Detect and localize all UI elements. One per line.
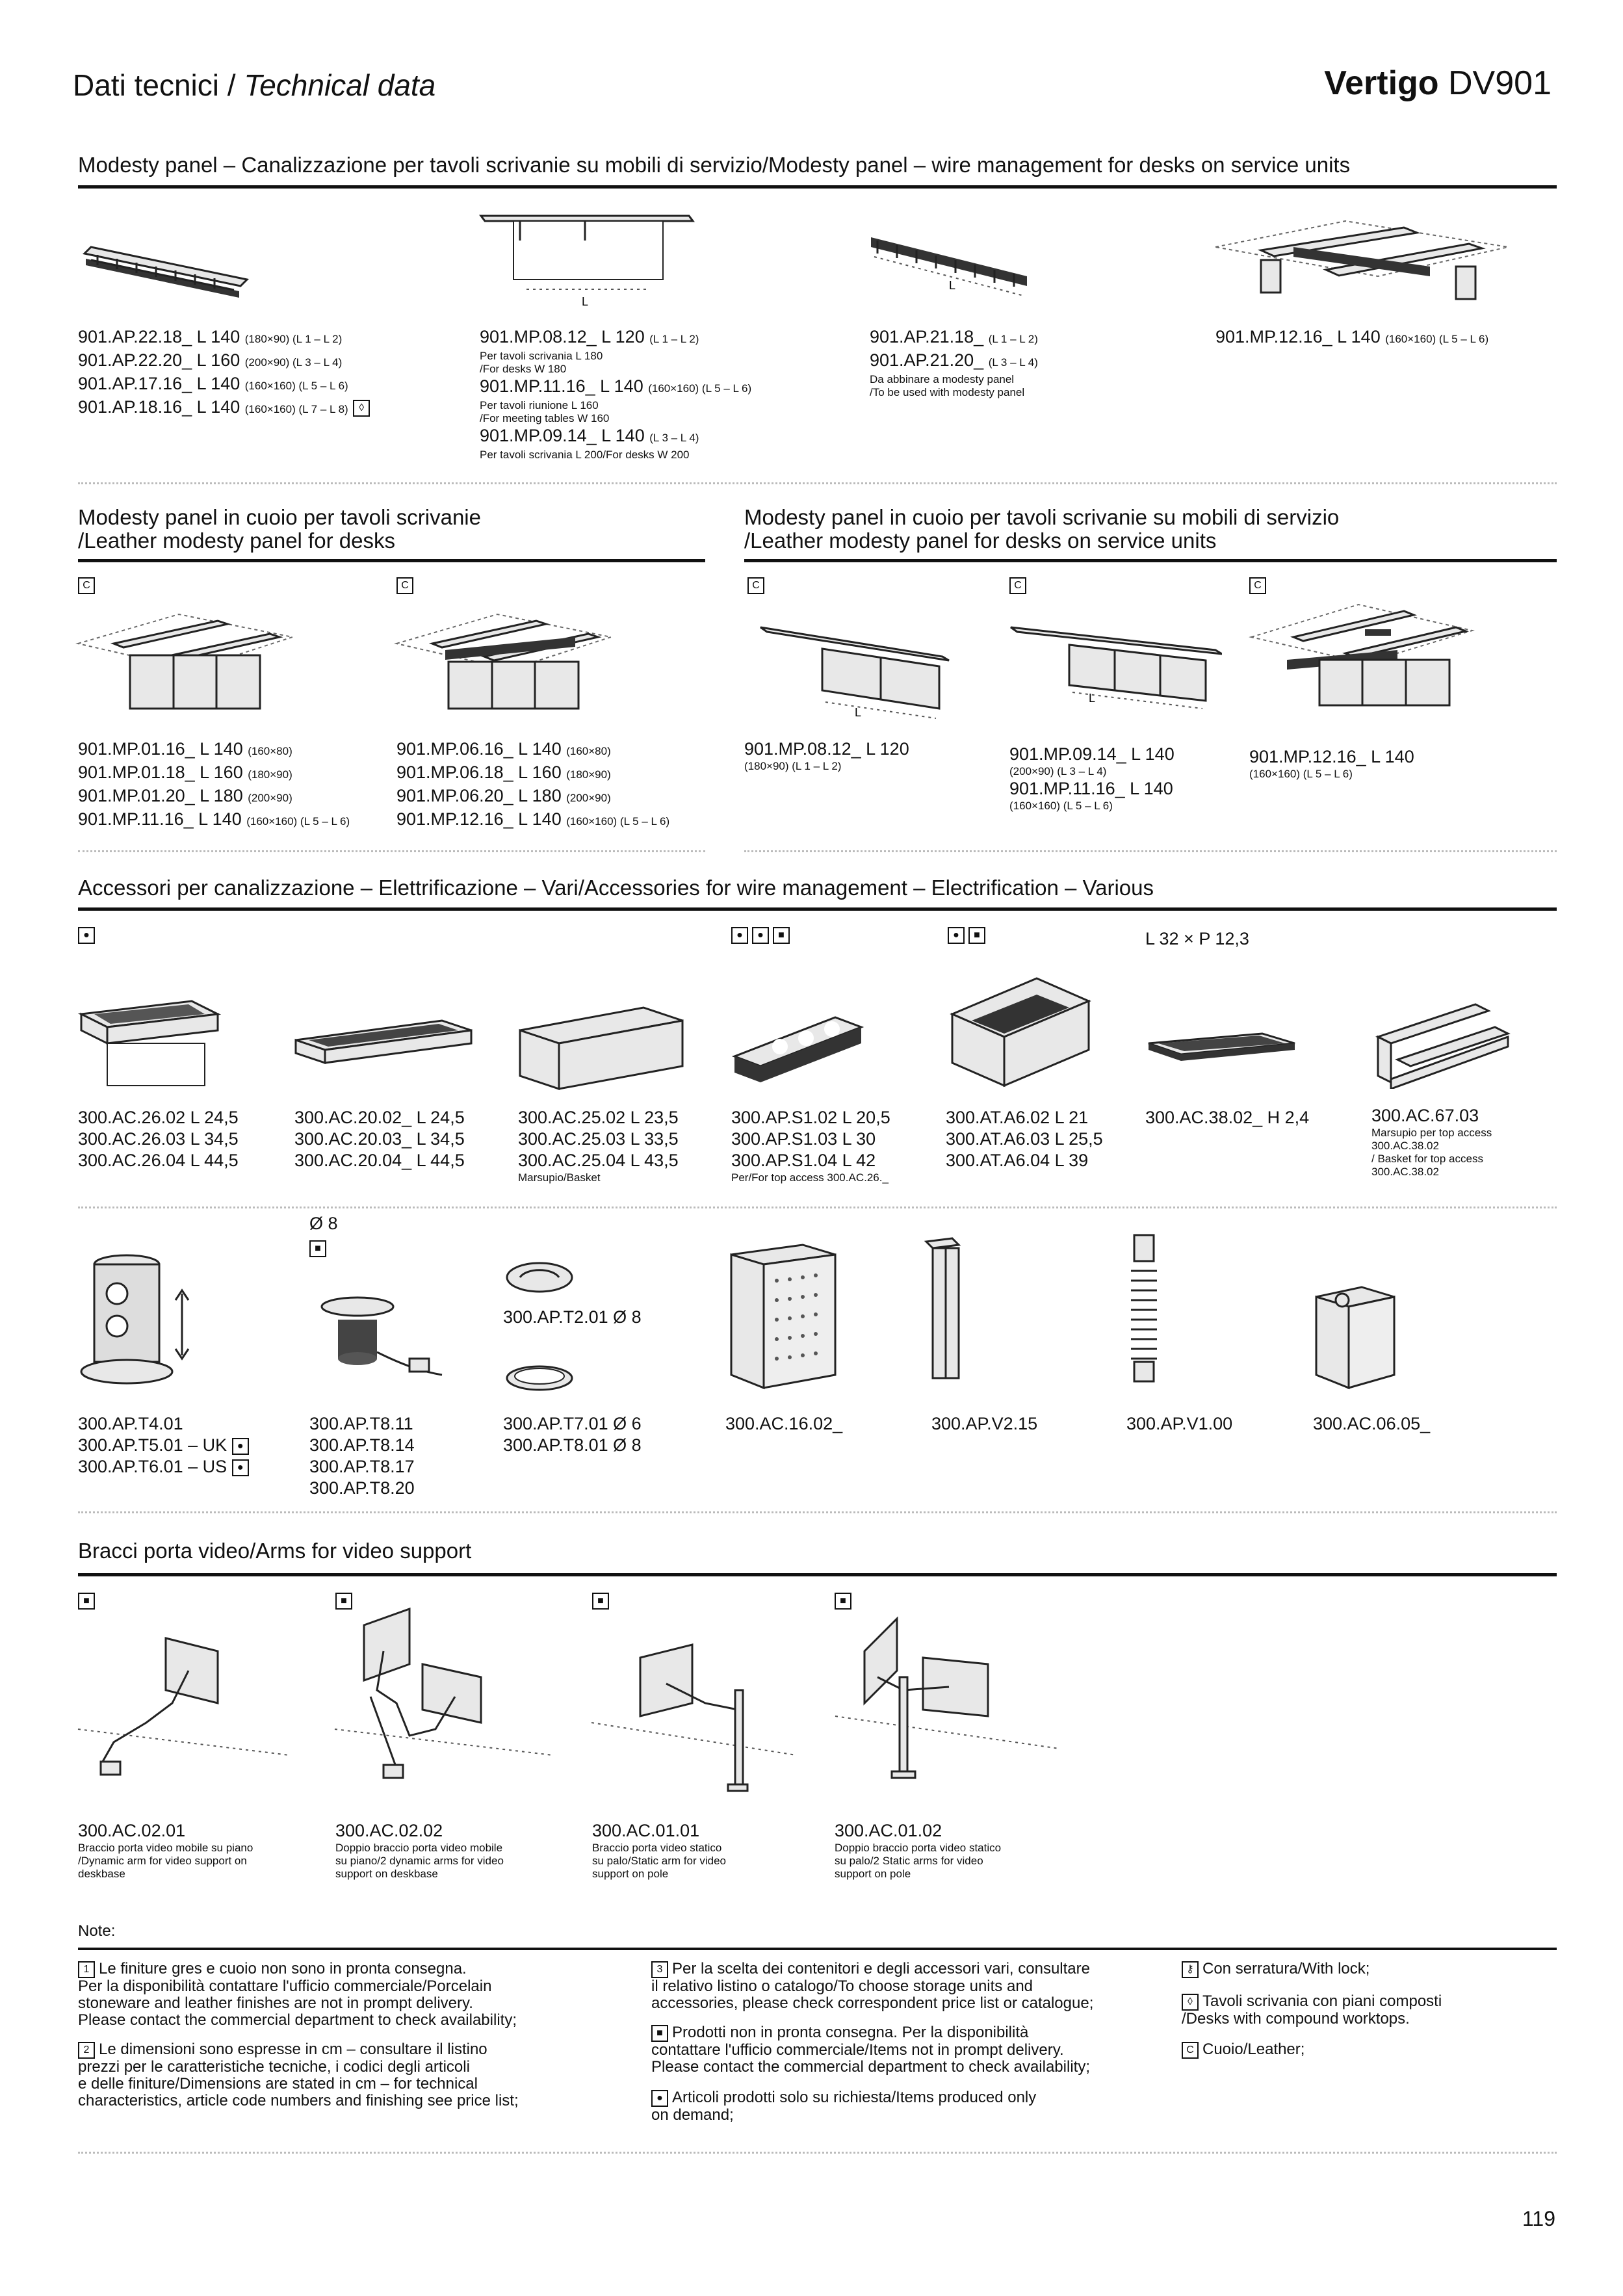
brand-title [1324, 64, 1552, 103]
section-rule [78, 1948, 1557, 1950]
top-access-box-illustration [75, 995, 224, 1092]
lock-icon: ⚷ [1182, 1961, 1199, 1978]
not-in-stock-icon: ■ [309, 1240, 326, 1257]
product-code-row: 901.AP.22.18_ L 140 (180×90) (L 1 – L 2) [78, 327, 343, 346]
cable-spine-illustration [1121, 1232, 1167, 1394]
r1-e: 300.AT.A6.02 L 21 300.AT.A6.03 L 25,5 300.AT.A6.04 L 39 [946, 1108, 1103, 1170]
leather-panel-illustration [1007, 618, 1222, 722]
r2-f: 300.AP.V1.00 [1126, 1414, 1233, 1433]
s1-col3: 901.AP.21.18_ (L 1 – L 2) 901.AP.21.20_ (L 3 – L 4) Da abbinare a modesty panel /To be used with modesty panel [870, 327, 1038, 398]
s1-col1 [78, 326, 374, 420]
label-l: L [1089, 692, 1096, 705]
note-4: ■ Prodotti non in pronta consegna. Per la disponibilità contattare l'ufficio commerciale/Items not in prompt delivery. Please contact the commercial department to check availability; [651, 2024, 1090, 2076]
wire-tray-illustration [78, 228, 253, 306]
cable-grommet-socket-illustration [305, 1294, 461, 1385]
s2a-col2: 901.MP.06.16_ L 140 (160×80) 901.MP.06.18_ L 160 (180×90) 901.MP.06.20_ L 180 (200×90) 901.MP.12.16_ L 140 (160×160) (L 5 – L 6) [396, 739, 670, 829]
grommet-illustration [500, 1251, 578, 1303]
note-5: ● Articoli prodotti solo su richiesta/Items produced only on demand; [651, 2089, 1037, 2124]
cpu-holder-illustration [1310, 1284, 1407, 1394]
on-demand-icon: ● [232, 1459, 249, 1476]
divider [78, 2152, 1557, 2154]
r2-d: 300.AC.16.02_ [725, 1414, 843, 1433]
product-code-row: 901.AP.22.20_ L 160 (200×90) (L 3 – L 4) [78, 350, 343, 370]
s1-col2: 901.MP.08.12_ L 120 (L 1 – L 2) Per tavoli scrivania L 180 /For desks W 180 901.MP.11.16_ L 140 (160×160) (L 5 – L 6) Per tavoli riunione L 160 /For meeting tables W 160 901.MP.09.14_ L 140 (L 3 – L 4) Per tavoli scrivania L 200/For desks W 200 [480, 327, 752, 461]
cable-diameter: Ø 8 [309, 1214, 338, 1233]
product-code-row: 901.AP.18.16_ L 140 (160×160) (L 7 – L 8) ◊ [78, 397, 374, 420]
note-7: ◊ Tavoli scrivania con piani composti /Desks with compound worktops. [1182, 1992, 1442, 2028]
note-number-3-icon: 3 [651, 1961, 668, 1978]
r1-c: 300.AC.25.02 L 23,5 300.AC.25.03 L 33,5 300.AC.25.04 L 43,5 Marsupio/Basket [518, 1108, 679, 1184]
on-demand-icon: ● [948, 927, 965, 944]
power-strip-illustration [731, 1011, 868, 1089]
grommet-illustration [500, 1362, 578, 1401]
grommet-dims: L 32 × P 12,3 [1145, 929, 1249, 948]
note-2: 2 Le dimensioni sono espresse in cm – consultare il listino prezzi per le caratteristiche tecniche, i codici degli articoli e delle finiture/Dimensions are stated in cm – for technical characteristics, article code numbers and finishing see price list; [78, 2041, 519, 2109]
page-title [73, 68, 435, 103]
double-dynamic-arm-illustration [331, 1606, 559, 1794]
r2-c-top: 300.AP.T2.01 Ø 8 [503, 1307, 642, 1327]
r2-a: 300.AP.T4.01 300.AP.T5.01 – UK ● 300.AP.T6.01 – US ● [78, 1413, 253, 1478]
leather-icon: C [396, 577, 413, 594]
r2-g: 300.AC.06.05_ [1313, 1414, 1431, 1433]
r1-g: 300.AC.67.03 Marsupio per top access 300.AC.38.02 / Basket for top access 300.AC.38.02 [1371, 1106, 1492, 1178]
leather-panel-tray-illustration [393, 611, 614, 715]
desk-leather-panel-illustration [1248, 598, 1475, 709]
modesty-panel-illustration [474, 208, 695, 312]
title-en: Technical data [244, 68, 436, 102]
s2b-col1: 901.MP.08.12_ L 120 (180×90) (L 1 – L 2) [744, 739, 909, 772]
divider [78, 482, 1557, 484]
leather-icon: C [1009, 577, 1026, 594]
not-in-stock-icon: ■ [835, 1593, 851, 1610]
on-demand-icon: ● [731, 927, 748, 944]
note-3: 3 Per la scelta dei contenitori e degli accessori vari, consultare il relativo listino o catalogo/To choose storage units and accessories, please check correspondent price list or catalogue; [651, 1960, 1094, 2012]
double-static-arm-illustration [832, 1606, 1066, 1794]
video-arm-item: 300.AC.01.01 Braccio porta video statico su palo/Static arm for video support on pole [592, 1821, 726, 1880]
video-arm-item: 300.AC.02.02 Doppio braccio porta video mobile su piano/2 dynamic arms for video support on deskbase [335, 1821, 504, 1880]
model-name: DV901 [1448, 64, 1552, 102]
desk-tray-illustration [1209, 215, 1514, 312]
not-in-stock-icon: ■ [335, 1593, 352, 1610]
section-rule [744, 559, 1557, 562]
note-1: 1 Le finiture gres e cuoio non sono in pronta consegna. Per la disponibilità contattare l'ufficio commerciale/Porcelain stoneware and leather finishes are not in prompt delivery. Please contact the commercial department to check availability; [78, 1960, 517, 2029]
service-unit-illustration [725, 1242, 842, 1398]
wire-tray-illustration [864, 224, 1040, 309]
leather-panel-illustration [75, 611, 296, 715]
basket-top-access-illustration [1371, 998, 1521, 1089]
r1-a: 300.AC.26.02 L 24,5 300.AC.26.03 L 34,5 300.AC.26.04 L 44,5 [78, 1108, 239, 1170]
page-number: 119 [1522, 2207, 1555, 2230]
r2-b: 300.AP.T8.11 300.AP.T8.14 300.AP.T8.17 300.AP.T8.20 [309, 1414, 415, 1498]
leather-icon: C [747, 577, 764, 594]
compound-worktop-icon: ◊ [353, 400, 370, 417]
r2-e: 300.AP.V2.15 [931, 1414, 1038, 1433]
section-rule [78, 185, 1557, 189]
divider [78, 850, 705, 852]
cable-column-illustration [920, 1235, 972, 1391]
divider [78, 1207, 1557, 1208]
label-l: L [855, 706, 862, 719]
note-6: ⚷ Con serratura/With lock; [1182, 1961, 1546, 1978]
compound-worktop-icon: ◊ [1182, 1994, 1199, 2011]
section-leather-desks-heading: Modesty panel in cuoio per tavoli scrivanie /Leather modesty panel for desks [78, 505, 481, 553]
r1-f: 300.AC.38.02_ H 2,4 [1145, 1108, 1310, 1127]
grommet-grille-illustration [1145, 1027, 1301, 1066]
s1-col4: 901.MP.12.16_ L 140 (160×160) (L 5 – L 6) [1215, 327, 1489, 346]
on-demand-icon: ● [232, 1438, 249, 1455]
note-number-2-icon: 2 [78, 2042, 95, 2059]
notes-title: Note: [78, 1922, 116, 1940]
not-in-stock-icon: ■ [651, 2025, 668, 2042]
leather-icon: C [1182, 2042, 1199, 2059]
section-accessories-heading: Accessori per canalizzazione – Elettrificazione – Vari/Accessories for wire management – Electrification – Various [78, 876, 1154, 900]
basket-illustration [513, 1004, 689, 1095]
note-number-1-icon: 1 [78, 1961, 95, 1978]
section-rule [78, 1573, 1557, 1576]
not-in-stock-icon: ■ [968, 927, 985, 944]
video-arm-item: 300.AC.01.02 Doppio braccio porta video statico su palo/2 Static arms for video support on pole [835, 1821, 1002, 1880]
not-in-stock-icon: ■ [773, 927, 790, 944]
section-rule [78, 907, 1557, 911]
label-l: L [949, 279, 956, 292]
static-arm-pole-illustration [588, 1625, 803, 1794]
on-demand-icon: ● [651, 2090, 668, 2107]
not-in-stock-icon: ■ [592, 1593, 609, 1610]
section-modesty-heading: Modesty panel – Canalizzazione per tavoli scrivanie su mobili di servizio/Modesty panel – wire management for desks on service units [78, 153, 1351, 177]
not-in-stock-icon: ■ [78, 1593, 95, 1610]
product-code-row: 901.AP.17.16_ L 140 (160×160) (L 5 – L 6) [78, 374, 348, 393]
leather-icon: C [78, 577, 95, 594]
note-8: C Cuoio/Leather; [1182, 2041, 1546, 2059]
dynamic-arm-illustration [75, 1625, 296, 1794]
label-l: L [581, 295, 589, 308]
section-video-arms-heading: Bracci porta video/Arms for video support [78, 1539, 472, 1563]
section-rule [78, 559, 705, 562]
title-it: Dati tecnici / [73, 68, 244, 102]
r1-b: 300.AC.20.02_ L 24,5 300.AC.20.03_ L 34,5 300.AC.20.04_ L 44,5 [294, 1108, 465, 1170]
top-access-flap-illustration [292, 1014, 474, 1073]
divider [744, 850, 1557, 852]
on-demand-icon: ● [78, 927, 95, 944]
r2-c: 300.AP.T7.01 Ø 6 300.AP.T8.01 Ø 8 [503, 1414, 642, 1455]
brand-name: Vertigo [1324, 64, 1439, 102]
divider [78, 1511, 1557, 1513]
on-demand-icon: ● [752, 927, 769, 944]
pop-up-socket-illustration [946, 975, 1095, 1092]
section-leather-service-heading: Modesty panel in cuoio per tavoli scrivanie su mobili di servizio /Leather modesty panel for desks on service units [744, 505, 1340, 553]
s2b-col2: 901.MP.09.14_ L 140 (200×90) (L 3 – L 4) 901.MP.11.16_ L 140 (160×160) (L 5 – L 6) [1009, 744, 1175, 812]
s2a-col1: 901.MP.01.16_ L 140 (160×80) 901.MP.01.18_ L 160 (180×90) 901.MP.01.20_ L 180 (200×90) 901.MP.11.16_ L 140 (160×160) (L 5 – L 6) [78, 739, 350, 829]
video-arm-item: 300.AC.02.01 Braccio porta video mobile su piano /Dynamic arm for video support on deskbase [78, 1821, 253, 1880]
leather-icon: C [1249, 577, 1266, 594]
leather-panel-illustration [754, 618, 955, 722]
pop-up-tower-illustration [75, 1251, 198, 1394]
s2b-col3: 901.MP.12.16_ L 140 (160×160) (L 5 – L 6) [1249, 747, 1414, 780]
r1-d: 300.AP.S1.02 L 20,5 300.AP.S1.03 L 30 300.AP.S1.04 L 42 Per/For top access 300.AC.26._ [731, 1108, 890, 1184]
